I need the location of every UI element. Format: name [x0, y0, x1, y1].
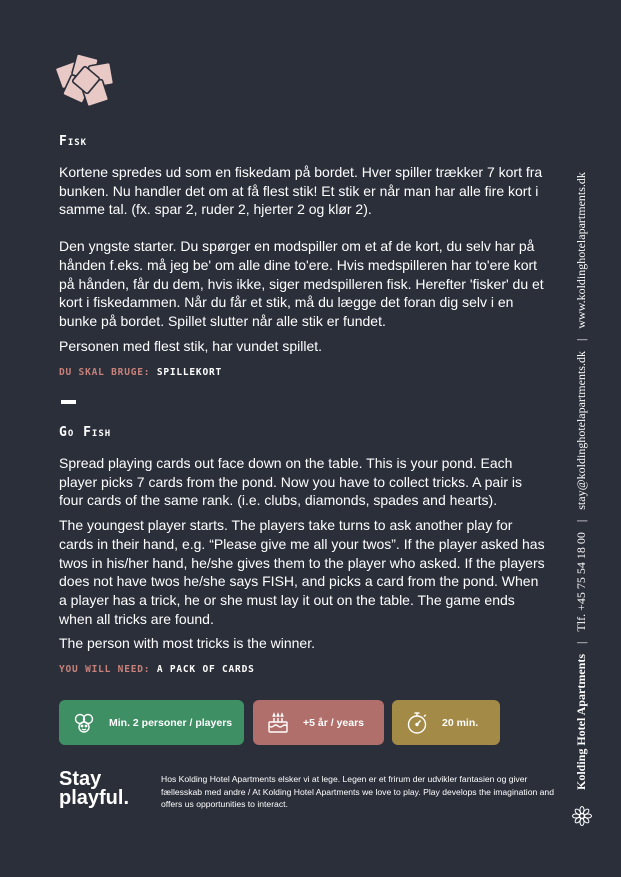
separator: | [574, 338, 588, 342]
birthday-cake-icon [265, 710, 291, 736]
slogan-line-1: Stay [59, 768, 102, 790]
requirement-label: DU SKAL BRUGE: [59, 367, 151, 378]
gofish-paragraph-3: The person with most tricks is the winner. [59, 635, 315, 652]
slogan [59, 770, 129, 808]
age-label: +5 år / years [303, 716, 365, 729]
phone-number[interactable]: Tlf. +45 75 54 18 00 [574, 532, 588, 632]
section-divider [61, 400, 76, 404]
gofish-paragraph-2: The youngest player starts. The players take turns to ask another play for cards in their hand, e.g. “Please give me all your twos”. If the player asked has twos in his/her hand, he/she gives them to the player who asked. If the players does not have twos he/she says FISH, and picks a card from the pond. When a player has a trick, he or she must lay it out on the table. The game ends when all tricks are found. [59, 517, 545, 627]
players-pill [59, 700, 244, 745]
website-link[interactable]: www.koldinghotelapartments.dk [574, 172, 588, 329]
email-link[interactable]: stay@koldinghotelapartments.dk [574, 351, 588, 510]
slogan-line-2: playful. [59, 787, 130, 809]
separator: | [574, 519, 588, 523]
playing-cards-icon [54, 52, 122, 112]
age-pill [253, 700, 384, 745]
players-label: Min. 2 personer / players [109, 716, 233, 729]
requirement-label: YOU WILL NEED: [59, 664, 151, 675]
time-label: 20 min. [442, 716, 479, 729]
fisk-paragraph-3: Personen med flest stik, har vundet spillet. [59, 337, 323, 354]
requirement-value: A PACK OF CARDS [156, 664, 255, 675]
players-icon [71, 710, 97, 736]
fisk-title: Fisk [59, 134, 88, 149]
time-pill [392, 700, 500, 745]
fisk-requirement [59, 367, 222, 378]
fisk-paragraph-2: Den yngste starter. Du spørger en modspiller om et af de kort, du selv har på hånden f.eks. må jeg be' om alle dine to'ere. Hvis medspilleren har to'ere kort på hånden, får du dem, hvis ikke, siger medspilleren fisk. Herefter 'fisker' du et kort i fiskedammen. Når du får et stik, må du lægge det foran dig selv i en bunke på bordet. Spillet slutter når alle stik er fundet. [59, 238, 544, 329]
fisk-rules [59, 163, 549, 355]
brand-name: Kolding Hotel Apartments [574, 653, 588, 790]
gofish-requirement [59, 664, 255, 675]
flower-logo-icon [571, 805, 593, 827]
contact-sidebar [574, 130, 589, 790]
separator: | [574, 641, 588, 644]
gofish-title: Go Fish [59, 425, 112, 440]
gofish-paragraph-1: Spread playing cards out face down on the table. This is your pond. Each player picks 7 cards from the pond. Now you have to collect tricks. A pair is four cards of the same rank. (i.e. clubs, diamonds, spades and hearts). [59, 455, 522, 509]
footer-note: Hos Kolding Hotel Apartments elsker vi at lege. Legen er et frirum der udvikler fantasien og giver fællesskab med andre / At Kolding Hotel Apartments we love to play. Play develops the imagination and offers us opportunities to interact. [161, 774, 554, 809]
fisk-paragraph-1: Kortene spredes ud som en fiskedam på bordet. Hver spiller trækker 7 kort fra bunken. Nu handler det om at få flest stik! Et stik er når man har alle fire kort i samme tal. (fx. spar 2, ruder 2, hjerter 2 og klør 2). [59, 164, 543, 218]
gofish-rules [59, 454, 549, 653]
requirement-value: SPILLEKORT [156, 367, 223, 378]
stopwatch-icon [404, 710, 430, 736]
